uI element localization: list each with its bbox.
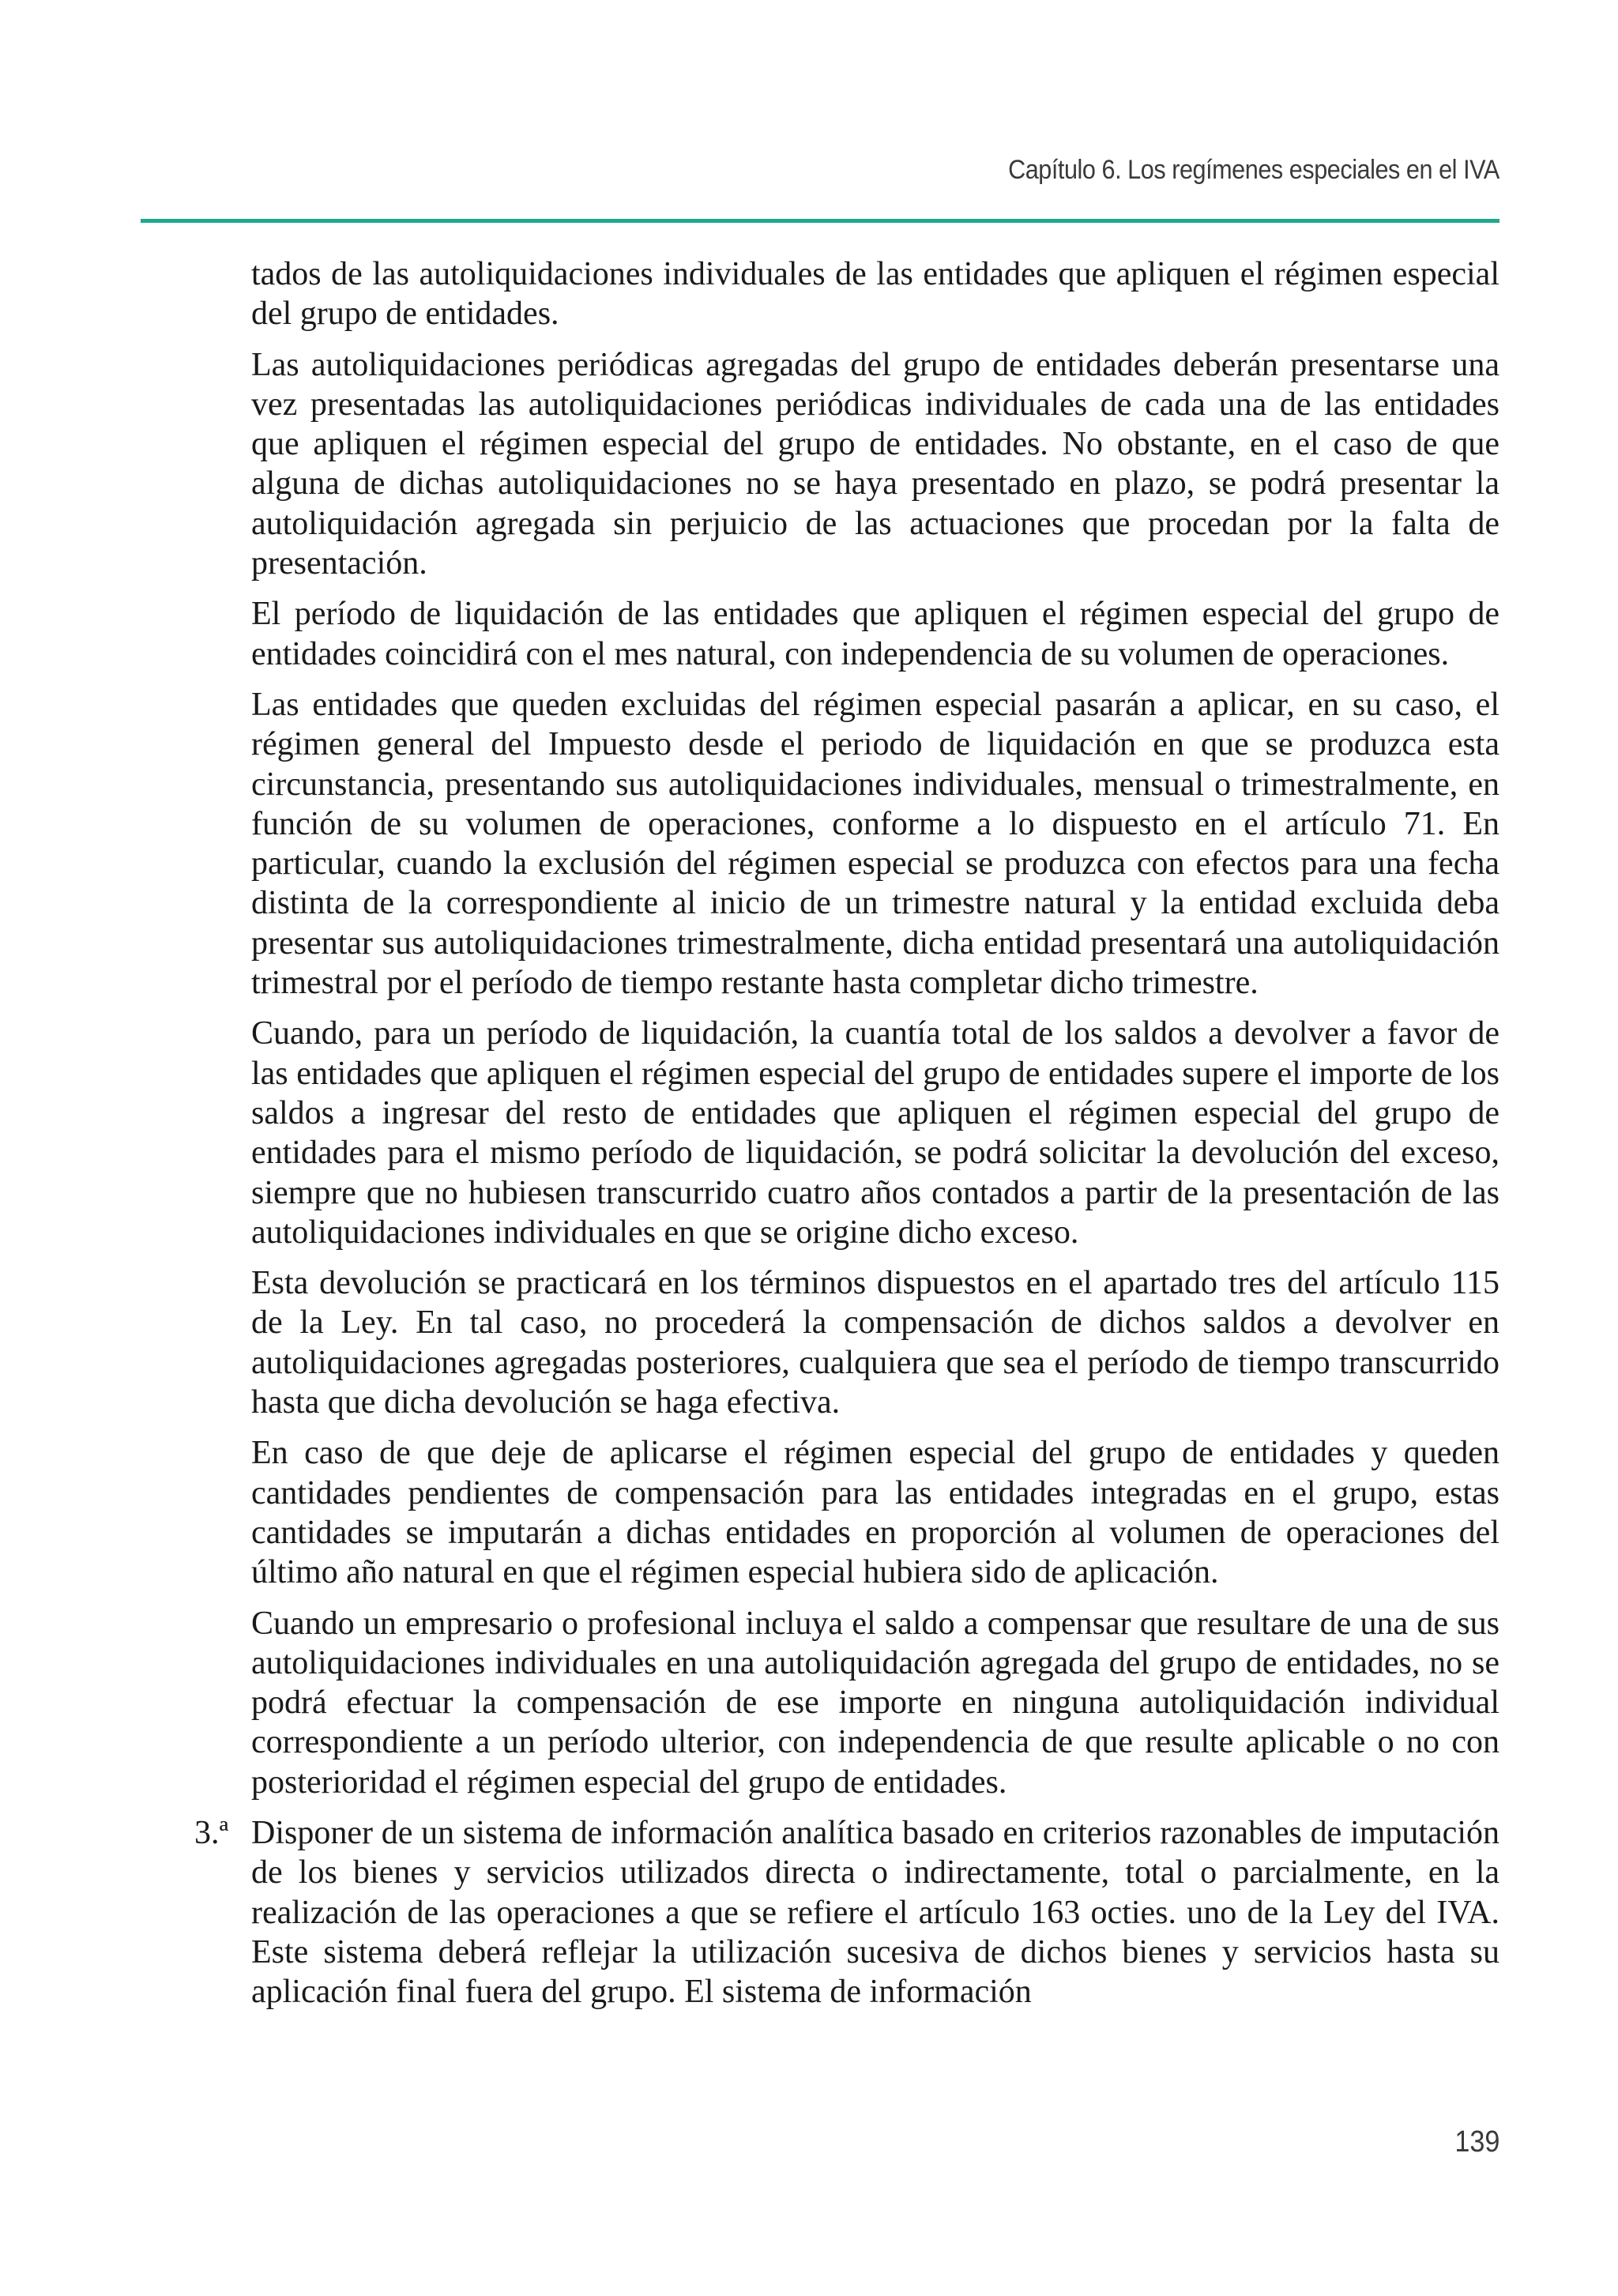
item-text: Disponer de un sistema de información analítica basado en criterios razonables de imputación de los bienes y servicios utilizados directa o indirectamente, total o parcialmente, en la realización de las operaciones a que se refiere el artículo 163 octies. uno de la Ley del IVA. Este sistema deberá reflejar la utilización sucesiva de dichos bienes y servicios hasta su aplicación final fuera del grupo. El sistema de información: [251, 1814, 1499, 2011]
paragraph: El período de liquidación de las entidades que apliquen el régimen especial del grupo de entidades coincidirá con el mes natural, con independencia de su volumen de operaciones.: [251, 596, 1499, 672]
chapter-header: Capítulo 6. Los regímenes especiales en el IVA: [1008, 155, 1499, 185]
paragraph: En caso de que deje de aplicarse el régimen especial del grupo de entidades y queden cantidades pendientes de compensación para las entidades integradas en el grupo, estas cantidades se imputarán a dichas entidades en proporción al volumen de operaciones del último año natural en que el régimen especial hubiera sido de aplicación.: [251, 1435, 1499, 1591]
paragraph: Las entidades que queden excluidas del régimen especial pasarán a aplicar, en su caso, el régimen general del Impuesto desde el periodo de liquidación en que se produzca esta circunstancia, presentando sus autoliquidaciones individuales, mensual o trimestralmente, en función de su volumen de operaciones, conforme a lo dispuesto en el artículo 71. En particular, cuando la exclusión del régimen especial se produzca con efectos para una fecha distinta de la correspondiente al inicio de un trimestre natural y la entidad excluida deba presentar sus autoliquidaciones trimestralmente, dicha entidad presentará una autoliquidación trimestral por el período de tiempo restante hasta completar dicho trimestre.: [251, 686, 1499, 1002]
page-number: 139: [1454, 2125, 1499, 2159]
paragraph: Cuando, para un período de liquidación, la cuantía total de los saldos a devolver a favor de las entidades que apliquen el régimen especial del grupo de entidades supere el importe de los saldos a ingresar del resto de entidades que apliquen el régimen especial del grupo de entidades para el mismo período de liquidación, se podrá solicitar la devolución del exceso, siempre que no hubiesen transcurrido cuatro años contados a partir de la presentación de las autoliquidaciones individuales en que se origine dicho exceso.: [251, 1015, 1499, 1251]
item-number: 3.ª: [194, 1814, 229, 1851]
paragraph: Las autoliquidaciones periódicas agregadas del grupo de entidades deberán presentarse una vez presentadas las autoliquidaciones periódicas individuales de cada una de las entidades que apliquen el régimen especial del grupo de entidades. No obstante, en el caso de que alguna de dichas autoliquidaciones no se haya presentado en plazo, se podrá presentar la autoliquidación agregada sin perjuicio de las actuaciones que procedan por la falta de presentación.: [251, 346, 1499, 582]
paragraph: tados de las autoliquidaciones individuales de las entidades que apliquen el régimen especial del grupo de entidades.: [251, 256, 1499, 333]
paragraph: Cuando un empresario o profesional incluya el saldo a compensar que resultare de una de sus autoliquidaciones individuales en una autoliquidación agregada del grupo de entidades, no se podrá efectuar la compensación de ese importe en ninguna autoliquidación individual correspondiente a un período ulterior, con independencia de que resulte aplicable o no con posterioridad el régimen especial del grupo de entidades.: [251, 1605, 1499, 1801]
numbered-item: [194, 1813, 1499, 2012]
paragraph: Esta devolución se practicará en los términos dispuestos en el apartado tres del artículo 115 de la Ley. En tal caso, no procederá la compensación de dichos saldos a devolver en autoliquidaciones agregadas posteriores, cualquiera que sea el período de tiempo transcurrido hasta que dicha devolución se haga efectiva.: [251, 1265, 1499, 1421]
header-rule: [141, 219, 1499, 223]
page-body: [194, 254, 1499, 2023]
